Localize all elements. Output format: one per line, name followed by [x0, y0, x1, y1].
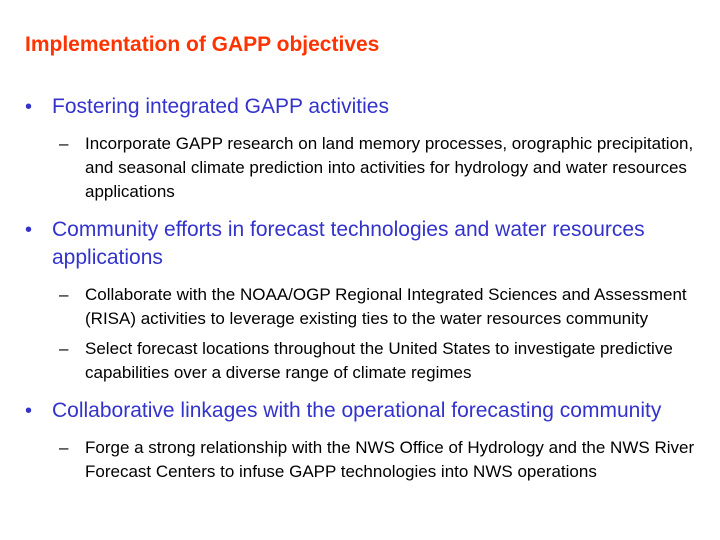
bullet-list — [25, 93, 695, 496]
sub-bullet-list — [52, 436, 695, 484]
sub-bullet-text: Select forecast locations throughout the United States to investigate predictive capabilities over a diverse range of climate regimes — [85, 339, 673, 382]
bullet-item — [25, 93, 695, 204]
bullet-marker-icon: • — [25, 400, 33, 422]
sub-bullet-item — [52, 436, 695, 484]
sub-bullet-text: Incorporate GAPP research on land memory processes, orographic precipitation, and seasonal climate prediction into activities for hydrology and water resources applications — [85, 134, 694, 201]
bullet-text: Collaborative linkages with the operational forecasting community — [52, 399, 662, 422]
dash-marker-icon: – — [59, 134, 69, 153]
bullet-text: Community efforts in forecast technologies and water resources applications — [52, 218, 645, 269]
sub-bullet-item — [52, 283, 695, 331]
sub-bullet-item — [52, 132, 695, 204]
bullet-marker-icon: • — [25, 219, 33, 241]
sub-bullet-text: Collaborate with the NOAA/OGP Regional Integrated Sciences and Assessment (RISA) activities to leverage existing ties to the water resources community — [85, 285, 687, 328]
bullet-item — [25, 397, 695, 484]
dash-marker-icon: – — [59, 438, 69, 457]
sub-bullet-list — [52, 283, 695, 385]
dash-marker-icon: – — [59, 339, 69, 358]
dash-marker-icon: – — [59, 285, 69, 304]
sub-bullet-item — [52, 337, 695, 385]
bullet-marker-icon: • — [25, 96, 33, 118]
sub-bullet-list — [52, 132, 695, 204]
slide-title: Implementation of GAPP objectives — [25, 33, 380, 56]
bullet-item — [25, 216, 695, 385]
bullet-text: Fostering integrated GAPP activities — [52, 95, 389, 118]
sub-bullet-text: Forge a strong relationship with the NWS Office of Hydrology and the NWS River Forecast Centers to infuse GAPP technologies into NWS operations — [85, 438, 695, 481]
